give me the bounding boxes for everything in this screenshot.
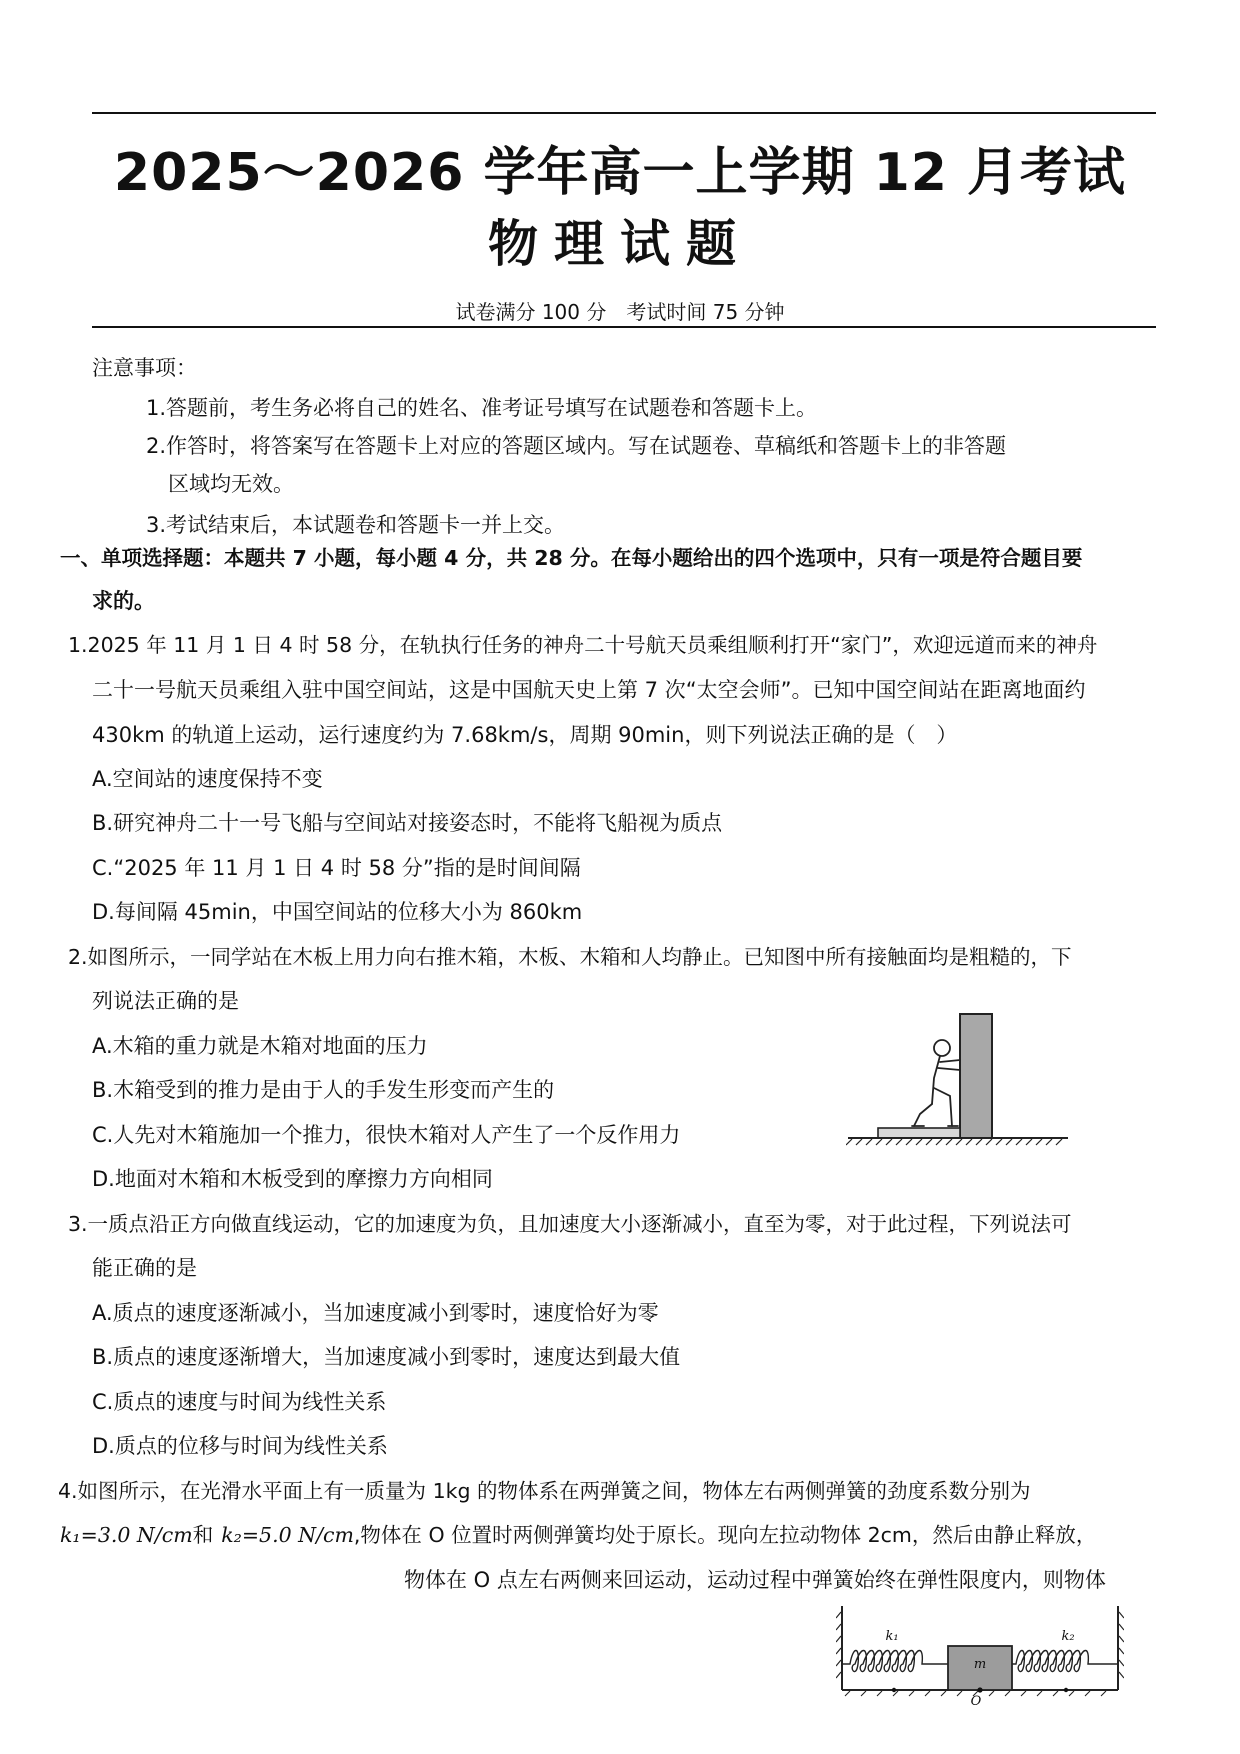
q1-option-b: B.研究神舟二十一号飞船与空间站对接姿态时，不能将飞船视为质点 — [92, 811, 723, 835]
and-word: 和 — [192, 1523, 214, 1547]
k2-expression: k₂=5.0 N/cm — [221, 1523, 354, 1547]
q3-option-c: C.质点的速度与时间为线性关系 — [92, 1390, 387, 1414]
notice-item-2-cont: 区域均无效。 — [168, 472, 294, 496]
q3-option-a: A.质点的速度逐渐减小，当加速度减小到零时，速度恰好为零 — [92, 1301, 659, 1325]
q2-option-a: A.木箱的重力就是木箱对地面的压力 — [92, 1034, 428, 1058]
q1-stem-1: 1.2025 年 11 月 1 日 4 时 58 分，在轨执行任务的神舟二十号航天员乘组顺利打开“家门”，欢迎远道而来的神舟 — [68, 633, 1098, 657]
q4-stem-2-rest: ,物体在 O 位置时两侧弹簧均处于原长。现向左拉动物体 2cm，然后由静止释放， — [353, 1523, 1097, 1547]
q2-stem-1: 2.如图所示，一同学站在木板上用力向右推木箱，木板、木箱和人均静止。已知图中所有接触面均是粗糙的，下 — [68, 945, 1072, 969]
q2-option-b: B.木箱受到的推力是由于人的手发生形变而产生的 — [92, 1078, 555, 1102]
q3-stem-2: 能正确的是 — [92, 1256, 197, 1280]
wooden-board — [878, 1128, 960, 1138]
notice-item-1: 1.答题前，考生务必将自己的姓名、准考证号填写在试题卷和答题卡上。 — [146, 396, 818, 420]
right-marker-point — [1064, 1688, 1068, 1692]
spring-system-figure — [836, 1600, 1124, 1706]
right-spring — [1012, 1651, 1118, 1672]
origin-point — [977, 1687, 982, 1692]
push-box-figure — [846, 1008, 1070, 1146]
q2-option-d: D.地面对木箱和木板受到的摩擦力方向相同 — [92, 1167, 493, 1191]
exam-title: 2025～2026 学年高一上学期 12 月考试 — [113, 143, 1127, 203]
origin-label: O — [970, 1694, 982, 1706]
section-heading-cont: 求的。 — [92, 589, 155, 613]
wooden-box — [960, 1014, 992, 1138]
header-rule — [92, 326, 1156, 328]
q3-option-d: D.质点的位移与时间为线性关系 — [92, 1434, 388, 1458]
right-wall-hatching — [1119, 1612, 1124, 1678]
q1-stem-3: 430km 的轨道上运动，运行速度约为 7.68km/s，周期 90min，则下列说法正确的是（ ） — [92, 723, 958, 747]
q1-option-a: A.空间站的速度保持不变 — [92, 767, 323, 791]
q2-option-c: C.人先对木箱施加一个推力，很快木箱对人产生了一个反作用力 — [92, 1123, 681, 1147]
notice-heading: 注意事项： — [92, 356, 197, 380]
k1-expression: k₁=3.0 N/cm — [60, 1523, 193, 1547]
left-spring — [842, 1651, 948, 1672]
subject-title: 物理试题 — [488, 215, 752, 273]
left-wall-hatching — [836, 1612, 841, 1678]
person-figure — [912, 1040, 960, 1126]
top-rule — [92, 112, 1156, 114]
q1-option-d: D.每间隔 45min，中国空间站的位移大小为 860km — [92, 900, 583, 924]
q4-stem-1: 4.如图所示，在光滑水平面上有一质量为 1kg 的物体系在两弹簧之间，物体左右两侧弹簧的劲度系数分别为 — [58, 1479, 1031, 1503]
section-heading: 一、单项选择题：本题共 7 小题，每小题 4 分，共 28 分。在每小题给出的四个选项中，只有一项是符合题目要 — [60, 546, 1083, 570]
q4-stem-2 — [60, 1520, 1096, 1550]
k2-label: k₂ — [1061, 1629, 1075, 1644]
q2-stem-2: 列说法正确的是 — [92, 989, 239, 1013]
q3-option-b: B.质点的速度逐渐增大，当加速度减小到零时，速度达到最大值 — [92, 1345, 681, 1369]
k1-label: k₁ — [885, 1629, 899, 1644]
ground-hatching — [846, 1139, 1062, 1145]
notice-item-2: 2.作答时，将答案写在答题卡上对应的答题区域内。写在试题卷、草稿纸和答题卡上的非答题 — [146, 434, 1007, 458]
mass-label: m — [973, 1657, 987, 1672]
notice-item-3: 3.考试结束后，本试题卷和答题卡一并上交。 — [146, 513, 566, 537]
left-marker-point — [892, 1688, 896, 1692]
q3-stem-1: 3.一质点沿正方向做直线运动，它的加速度为负，且加速度大小逐渐减小，直至为零，对于此过程，下列说法可 — [68, 1212, 1072, 1236]
q1-option-c: C.“2025 年 11 月 1 日 4 时 58 分”指的是时间间隔 — [92, 856, 581, 880]
exam-info: 试卷满分 100 分 考试时间 75 分钟 — [455, 300, 785, 324]
q1-stem-2: 二十一号航天员乘组入驻中国空间站，这是中国航天史上第 7 次“太空会师”。已知中国空间站在距离地面约 — [92, 678, 1086, 702]
q4-stem-3: 物体在 O 点左右两侧来回运动，运动过程中弹簧始终在弹性限度内，则物体 — [404, 1568, 1106, 1592]
